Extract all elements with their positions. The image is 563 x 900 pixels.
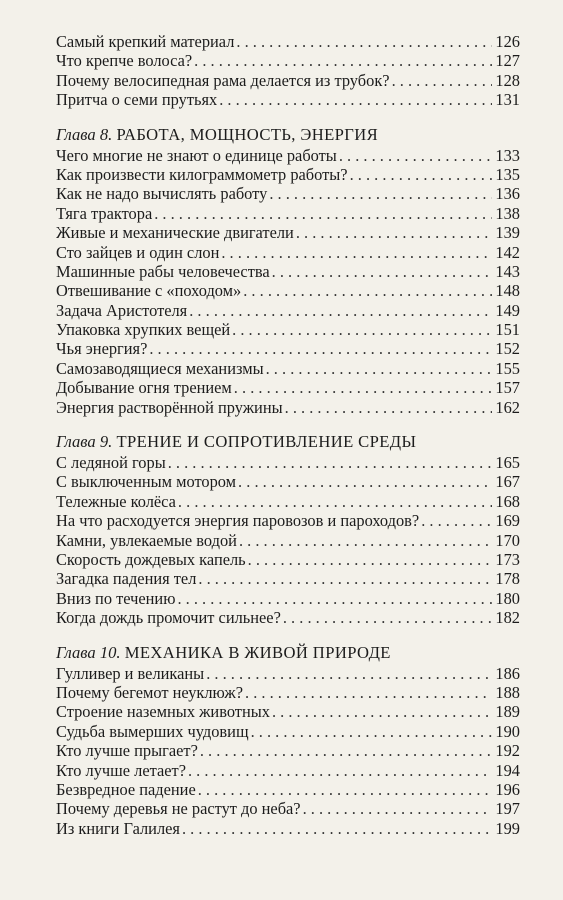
toc-entry-page: 151 [495,320,520,340]
toc-entry-title: С выключенным мотором [56,472,237,492]
toc-entry-page: 152 [495,339,520,359]
chapter-title: МЕХАНИКА В ЖИВОЙ ПРИРОДЕ [124,642,391,662]
toc-entry-title: Кто лучше прыгает? [56,741,198,761]
leader-dots [285,398,493,417]
toc-entry-page: 131 [495,90,520,110]
toc-entry-title: Из книги Галилея [56,818,180,838]
toc-entry-title: Безвредное падение [56,779,196,799]
toc-entry-page: 128 [495,70,520,90]
toc-entry-title: Скорость дождевых капель [56,549,246,569]
toc-entry [56,780,520,799]
toc-entry [56,741,520,760]
toc-entry-title: Сто зайцев и один слон [56,242,220,262]
toc-entry-title: Когда дождь промочит сильнее? [56,608,281,628]
leader-dots [269,184,492,203]
toc-entry-title: Живые и механические двигатели [56,223,294,243]
toc-entry [56,683,520,702]
toc-entry [56,90,520,109]
toc-entry-page: 136 [495,184,520,204]
toc-entry-title: Судьба вымерших чудовищ [56,721,249,741]
toc-entry [56,819,520,838]
leader-dots [188,761,492,780]
toc-entry [56,398,520,417]
toc-entry-page: 186 [495,663,520,683]
toc-entry-page: 169 [495,511,520,531]
leader-dots [178,492,492,511]
toc-entry [56,165,520,184]
toc-entry-title: Гулливер и великаны [56,663,205,683]
toc-section-continued [56,32,563,110]
leader-dots [248,550,493,569]
toc-entry-page: 157 [495,378,520,398]
toc-entry-title: Почему деревья не растут до неба? [56,799,301,819]
toc-entry [56,511,520,530]
toc-entry [56,223,520,242]
toc-entry [56,281,520,300]
toc-entry-page: 139 [495,223,520,243]
toc-entry [56,722,520,741]
leader-dots [182,819,492,838]
toc-entry-page: 182 [495,608,520,628]
leader-dots [251,722,493,741]
toc-entry-page: 188 [495,682,520,702]
toc-entry [56,32,520,51]
toc-entry-page: 173 [495,549,520,569]
toc-entry-title: Загадка падения тел [56,569,197,589]
toc-chapter-9 [56,431,563,628]
leader-dots [206,664,492,683]
leader-dots [296,223,493,242]
toc-entry-page: 178 [495,569,520,589]
toc-entry [56,51,520,70]
toc-entry [56,589,520,608]
toc-entry [56,453,520,472]
leader-dots [243,281,492,300]
leader-dots [234,378,493,397]
toc-entry-title: Вниз по течению [56,588,176,608]
toc-entry [56,339,520,358]
toc-entry-page: 155 [495,358,520,378]
toc-entry [56,608,520,627]
toc-entry-title: Упаковка хрупких вещей [56,320,231,340]
toc-entry [56,262,520,281]
toc-entry [56,204,520,223]
leader-dots [236,32,492,51]
toc-entry [56,378,520,397]
toc-entry-page: 167 [495,472,520,492]
toc-entry-page: 162 [495,397,520,417]
leader-dots [189,301,492,320]
toc-entry-page: 199 [495,818,520,838]
chapter-title: РАБОТА, МОЩНОСТЬ, ЭНЕРГИЯ [116,124,379,144]
toc-entry [56,301,520,320]
toc-entry-page: 197 [495,799,520,819]
chapter-label: Глава 10. [56,642,121,662]
toc-entry-title: Тяга трактора [56,203,153,223]
toc-entry-title: Как не надо вычислять работу [56,184,268,204]
toc-entry-title: Отвешивание с «походом» [56,281,242,301]
toc-entry-title: Притча о семи прутьях [56,90,218,110]
toc-entry-page: 127 [495,51,520,71]
leader-dots [272,262,493,281]
toc-entry-page: 135 [495,164,520,184]
toc-entry-title: Как произвести килограммометр работы? [56,164,348,184]
toc-entry [56,531,520,550]
leader-dots [421,511,492,530]
chapter-heading [56,431,563,453]
leader-dots [200,741,493,760]
chapter-heading [56,642,563,664]
toc-entry-page: 126 [495,32,520,51]
toc-chapter-8 [56,124,563,417]
chapter-label: Глава 9. [56,432,113,452]
toc-entry-page: 194 [495,760,520,780]
toc-entry-title: На что расходуется энергия паровозов и пароходов? [56,511,420,531]
toc-entry-page: 149 [495,300,520,320]
leader-dots [198,569,492,588]
leader-dots [392,71,493,90]
toc-entry-page: 189 [495,702,520,722]
leader-dots [149,339,492,358]
toc-entry-title: Почему велосипедная рама делается из трубок? [56,70,390,90]
toc-entry [56,569,520,588]
toc-entry-title: Самозаводящиеся механизмы [56,358,264,378]
toc-entry-page: 148 [495,281,520,301]
leader-dots [303,799,493,818]
leader-dots [221,243,492,262]
leader-dots [339,146,493,165]
toc-entry [56,472,520,491]
toc-entry-title: Почему бегемот неуклюж? [56,682,243,702]
leader-dots [177,589,492,608]
toc-entry-title: Тележные колёса [56,491,176,511]
toc-entry-title: Камни, увлекаемые водой [56,530,237,550]
leader-dots [350,165,493,184]
leader-dots [266,359,493,378]
toc-entry-page: 133 [495,145,520,165]
toc-entry [56,359,520,378]
toc-entry [56,492,520,511]
toc-entry-page: 142 [495,242,520,262]
toc-entry-title: С ледяной горы [56,453,166,473]
toc-entry [56,799,520,818]
toc-entry-title: Кто лучше летает? [56,760,186,780]
leader-dots [283,608,493,627]
toc-entry-title: Что крепче волоса? [56,51,193,71]
toc-chapter-10 [56,642,563,839]
leader-dots [168,453,493,472]
toc-entry-page: 190 [495,721,520,741]
toc-entry [56,146,520,165]
toc-entry [56,702,520,721]
leader-dots [198,780,493,799]
leader-dots [238,472,492,491]
leader-dots [194,51,492,70]
leader-dots [245,683,492,702]
toc-entry-page: 196 [495,779,520,799]
toc-entry [56,320,520,339]
toc-entry-title: Машинные рабы человечества [56,261,270,281]
toc-entry-title: Задача Аристотеля [56,300,188,320]
toc-entry-title: Самый крепкий материал [56,32,235,51]
leader-dots [154,204,492,223]
toc-entry-page: 138 [495,203,520,223]
toc-entry [56,761,520,780]
toc-entry-page: 180 [495,588,520,608]
toc-entry-page: 168 [495,491,520,511]
toc-entry-page: 192 [495,741,520,761]
toc-entry-title: Добывание огня трением [56,378,232,398]
chapter-label: Глава 8. [56,124,113,144]
toc-entry-page: 165 [495,453,520,473]
chapter-heading [56,124,563,146]
toc-entry-title: Энергия растворённой пружины [56,397,283,417]
toc-entry [56,550,520,569]
toc-entry [56,71,520,90]
toc-entry [56,664,520,683]
leader-dots [239,531,492,550]
toc-entry-title: Строение наземных животных [56,702,270,722]
leader-dots [232,320,492,339]
toc-entry-title: Чего многие не знают о единице работы [56,145,337,165]
toc-entry-page: 170 [495,530,520,550]
toc-entry [56,184,520,203]
leader-dots [219,90,492,109]
chapter-title: ТРЕНИЕ И СОПРОТИВЛЕНИЕ СРЕДЫ [116,432,417,452]
toc-entry [56,243,520,262]
toc-entry-page: 143 [495,261,520,281]
leader-dots [272,702,492,721]
toc-entry-title: Чья энергия? [56,339,148,359]
